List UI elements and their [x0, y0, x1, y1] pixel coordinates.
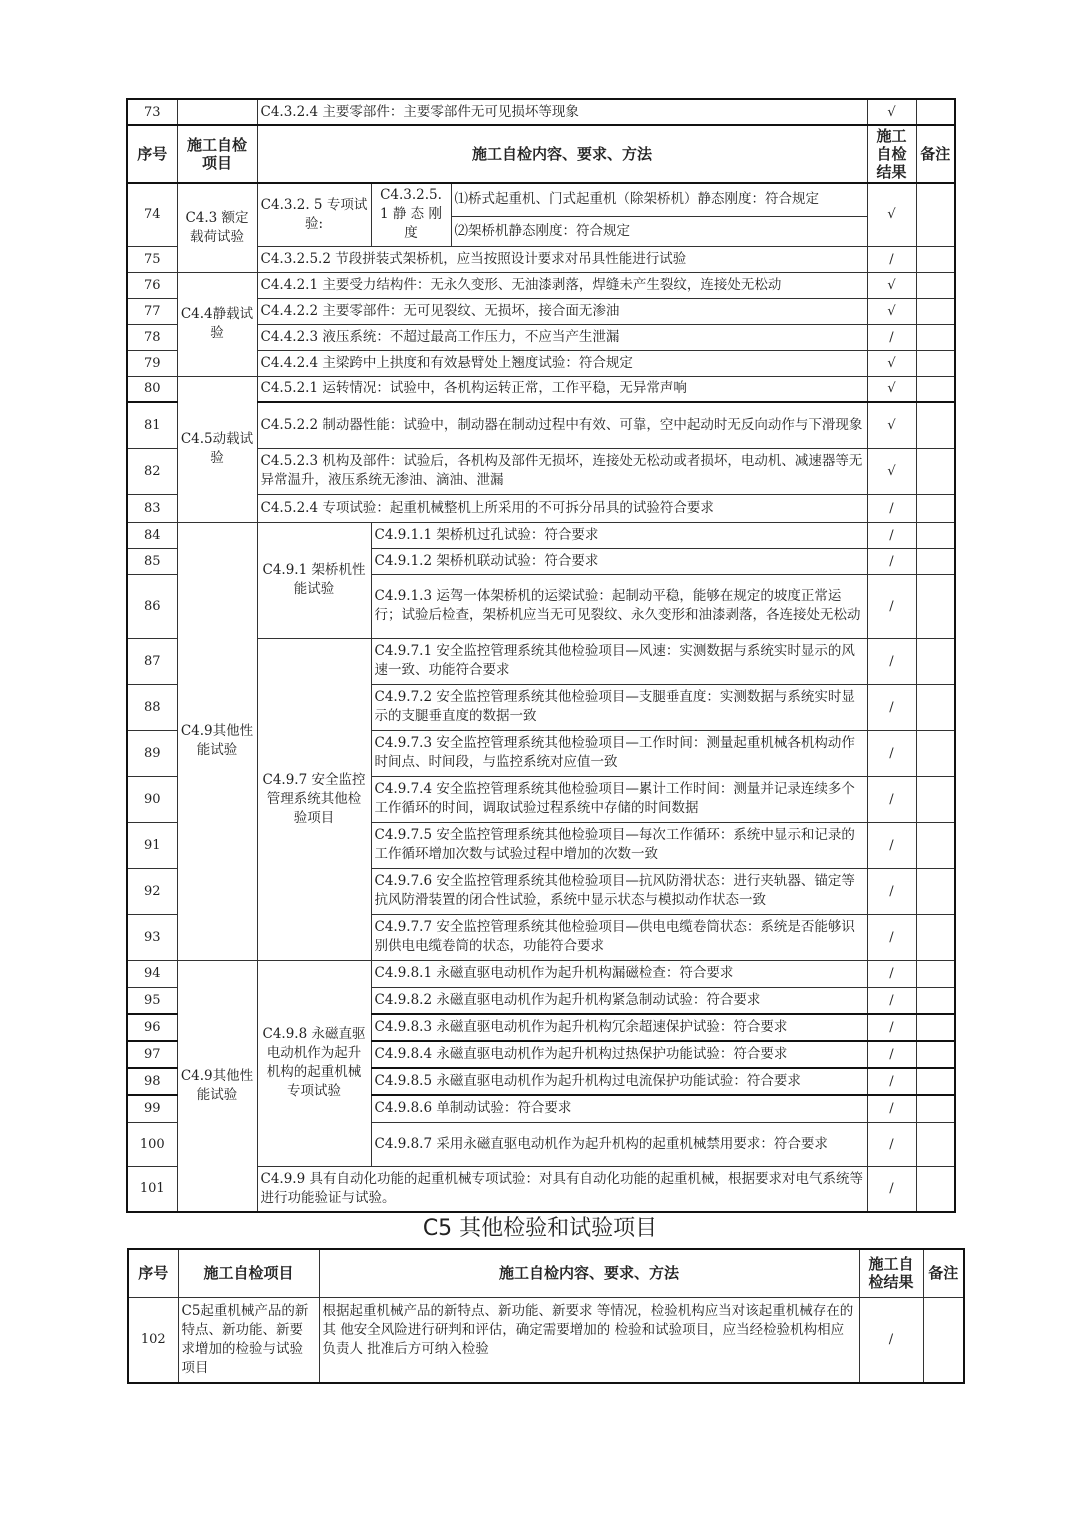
subgroup-label: C4.3.2.5. 1 静 态 刚 度 — [371, 183, 451, 246]
inspection-content: C4.3.2.5.2 节段拼装式架桥机，应当按照设计要求对吊具性能进行试验 — [257, 246, 867, 272]
inspection-content: C4.9.8.1 永磁直驱电动机作为起升机构漏磁检查：符合要求 — [371, 960, 867, 987]
result-cell: / — [867, 494, 916, 522]
header-content: 施工自检内容、要求、方法 — [257, 125, 867, 183]
inspection-content: C4.5.2.1 运转情况：试验中，各机构运转正常，工作平稳，无异常声响 — [257, 376, 867, 402]
inspection-content: C4.4.2.4 主梁跨中上拱度和有效悬臂处上翘度试验：符合规定 — [257, 350, 867, 376]
header-content: 施工自检内容、要求、方法 — [319, 1249, 859, 1297]
row-number: 78 — [127, 324, 177, 350]
row-number: 81 — [127, 402, 177, 448]
result-cell: / — [867, 1068, 916, 1095]
result-cell: / — [867, 1095, 916, 1122]
result-cell: / — [867, 822, 916, 868]
row-number: 88 — [127, 684, 177, 730]
group-label: C4.9其他性能试验 — [177, 522, 257, 960]
row-number: 89 — [127, 730, 177, 776]
subgroup-label: C4.3.2. 5 专项试 验: — [257, 183, 371, 246]
header-remark: 备注 — [916, 125, 955, 183]
row-number: 82 — [127, 448, 177, 494]
inspection-content: C4.9.7.2 安全监控管理系统其他检验项目—支腿垂直度：实测数据与系统实时显示的支腿垂直度的数据一致 — [371, 684, 867, 730]
row-number: 102 — [128, 1297, 178, 1383]
table-row — [127, 99, 955, 125]
inspection-content: C4.5.2.3 机构及部件：试验后，各机构及部件无损坏，连接处无松动或者损坏，电动机、减速器等无异常温升，液压系统无渗油、滴油、泄漏 — [257, 448, 867, 494]
result-cell: / — [867, 868, 916, 914]
inspection-content: C4.4.2.3 液压系统：不超过最高工作压力，不应当产生泄漏 — [257, 324, 867, 350]
table-row — [127, 183, 955, 216]
inspection-content: C4.9.7.1 安全监控管理系统其他检验项目—风速：实测数据与系统实时显示的风速一致、功能符合要求 — [371, 638, 867, 684]
inspection-content: C4.9.8.7 采用永磁直驱电动机作为起升机构的起重机械禁用要求：符合要求 — [371, 1122, 867, 1166]
result-cell: / — [867, 638, 916, 684]
table-row — [127, 522, 955, 548]
row-number: 74 — [127, 183, 177, 246]
group-label: C4.4静载试验 — [177, 272, 257, 376]
row-number: 73 — [127, 99, 177, 125]
table-row — [127, 272, 955, 298]
section-title: C5 其他检验和试验项目 — [422, 1216, 658, 1241]
inspection-content: C4.9.1.3 运驾一体架桥机的运梁试验：起制动平稳，能够在规定的坡度正常运行；试验后检查，架桥机应当无可见裂纹、永久变形和油漆剥落，各连接处无松动 — [371, 574, 867, 638]
result-cell: √ — [867, 402, 916, 448]
result-cell: √ — [867, 448, 916, 494]
result-cell: / — [859, 1297, 923, 1383]
result-cell: / — [867, 1014, 916, 1041]
table-header-row — [127, 125, 955, 183]
result-cell: / — [867, 1166, 916, 1212]
row-number: 75 — [127, 246, 177, 272]
inspection-content: ⑵架桥机静态刚度：符合规定 — [451, 216, 867, 246]
inspection-content: C4.9.7.6 安全监控管理系统其他检验项目—抗风防滑状态：进行夹轨器、锚定等抗风防滑装置的闭合性试验，系统中显示状态与模拟动作状态一致 — [371, 868, 867, 914]
row-number: 76 — [127, 272, 177, 298]
row-number: 85 — [127, 548, 177, 574]
row-number: 77 — [127, 298, 177, 324]
subgroup-label: C4.9.1 架桥机性能试验 — [257, 522, 371, 638]
row-number: 90 — [127, 776, 177, 822]
row-number: 91 — [127, 822, 177, 868]
result-cell: √ — [867, 376, 916, 402]
inspection-content: C4.9.1.1 架桥机过孔试验：符合要求 — [371, 522, 867, 548]
table-row — [127, 376, 955, 402]
inspection-content: C4.5.2.4 专项试验：起重机械整机上所采用的不可拆分吊具的试验符合要求 — [257, 494, 867, 522]
inspection-content: C4.9.9 具有自动化功能的起重机械专项试验：对具有自动化功能的起重机械，根据要求对电气系统等进行功能验证与试验。 — [257, 1166, 867, 1212]
inspection-content: C4.9.7.3 安全监控管理系统其他检验项目—工作时间：测量起重机械各机构动作时间点、时间段，与监控系统对应值一致 — [371, 730, 867, 776]
header-remark: 备注 — [923, 1249, 964, 1297]
row-number: 97 — [127, 1041, 177, 1068]
header-no: 序号 — [128, 1249, 178, 1297]
row-number: 98 — [127, 1068, 177, 1095]
result-cell: / — [867, 574, 916, 638]
result-cell: √ — [867, 183, 916, 246]
result-cell: / — [867, 1041, 916, 1068]
group-label: C4.5动载试验 — [177, 376, 257, 522]
inspection-content: C4.5.2.2 制动器性能：试验中，制动器在制动过程中有效、可靠，空中起动时无反向动作与下滑现象 — [257, 402, 867, 448]
header-no: 序号 — [127, 125, 177, 183]
inspection-content: C4.9.7.5 安全监控管理系统其他检验项目—每次工作循环：系统中显示和记录的工作循环增加次数与试验过程中增加的次数一致 — [371, 822, 867, 868]
row-number: 93 — [127, 914, 177, 960]
result-cell: / — [867, 324, 916, 350]
inspection-content: C4.9.8.4 永磁直驱电动机作为起升机构过热保护功能试验：符合要求 — [371, 1041, 867, 1068]
row-number: 87 — [127, 638, 177, 684]
header-item: 施工自检项目 — [178, 1249, 319, 1297]
group-label: C4.9其他性能试验 — [177, 960, 257, 1212]
table-row — [127, 960, 955, 987]
subgroup-label: C4.9.7 安全监控管理系统其他检验项目 — [257, 638, 371, 960]
result-cell: / — [867, 776, 916, 822]
row-number: 83 — [127, 494, 177, 522]
header-result: 施工自检结果 — [859, 1249, 923, 1297]
inspection-table-c4 — [126, 98, 956, 1213]
inspection-content: C4.9.8.5 永磁直驱电动机作为起升机构过电流保护功能试验：符合要求 — [371, 1068, 867, 1095]
group-label: C4.3 额定载荷试验 — [177, 183, 257, 272]
row-number: 96 — [127, 1014, 177, 1041]
row-number: 99 — [127, 1095, 177, 1122]
table-row — [128, 1297, 964, 1383]
result-cell: / — [867, 1122, 916, 1166]
result-cell: / — [867, 246, 916, 272]
inspection-content: C4.9.8.6 单制动试验：符合要求 — [371, 1095, 867, 1122]
row-number: 101 — [127, 1166, 177, 1212]
inspection-content: C4.9.1.2 架桥机联动试验：符合要求 — [371, 548, 867, 574]
item-label: C5起重机械产品的新特点、新功能、新要求增加的检验与试验项目 — [178, 1297, 319, 1383]
inspection-content: C4.9.7.4 安全监控管理系统其他检验项目—累计工作时间：测量并记录连续多个工作循环的时间，调取试验过程系统中存储的时间数据 — [371, 776, 867, 822]
result-cell: / — [867, 548, 916, 574]
inspection-content: ⑴桥式起重机、门式起重机（除架桥机）静态刚度：符合规定 — [451, 183, 867, 216]
row-number: 80 — [127, 376, 177, 402]
row-number: 86 — [127, 574, 177, 638]
result-cell: √ — [867, 298, 916, 324]
inspection-content: C4.9.8.3 永磁直驱电动机作为起升机构冗余超速保护试验：符合要求 — [371, 1014, 867, 1041]
row-number: 100 — [127, 1122, 177, 1166]
subgroup-label: C4.9.8 永磁直驱电动机作为起升机构的起重机械专项试验 — [257, 960, 371, 1166]
result-cell: / — [867, 684, 916, 730]
inspection-table-c5 — [127, 1248, 965, 1384]
row-number: 84 — [127, 522, 177, 548]
result-cell: √ — [867, 272, 916, 298]
result-cell: / — [867, 522, 916, 548]
result-cell: √ — [867, 99, 916, 125]
inspection-content: C4.3.2.4 主要零部件：主要零部件无可见损坏等现象 — [257, 99, 867, 125]
inspection-content: C4.9.7.7 安全监控管理系统其他检验项目—供电电缆卷筒状态：系统是否能够识别供电电缆卷筒的状态，功能符合要求 — [371, 914, 867, 960]
inspection-content: C4.4.2.2 主要零部件：无可见裂纹、无损坏，接合面无渗油 — [257, 298, 867, 324]
inspection-content: C4.9.8.2 永磁直驱电动机作为起升机构紧急制动试验：符合要求 — [371, 987, 867, 1014]
result-cell: / — [867, 914, 916, 960]
result-cell: / — [867, 730, 916, 776]
row-number: 95 — [127, 987, 177, 1014]
row-number: 92 — [127, 868, 177, 914]
header-result: 施工自检结果 — [867, 125, 916, 183]
row-number: 79 — [127, 350, 177, 376]
result-cell: √ — [867, 350, 916, 376]
row-number: 94 — [127, 960, 177, 987]
result-cell: / — [867, 987, 916, 1014]
header-item: 施工自检项目 — [177, 125, 257, 183]
inspection-content: 根据起重机械产品的新特点、新功能、新要求 等情况，检验机构应当对该起重机械存在的其 他安全风险进行研判和评估，确定需要增加的 检验和试验项目，应当经检验机构相应负责人 批准后方可纳入检验 — [319, 1297, 859, 1383]
result-cell: / — [867, 960, 916, 987]
inspection-content: C4.4.2.1 主要受力结构件：无永久变形、无油漆剥落，焊缝未产生裂纹，连接处无松动 — [257, 272, 867, 298]
table-header-row — [128, 1249, 964, 1297]
